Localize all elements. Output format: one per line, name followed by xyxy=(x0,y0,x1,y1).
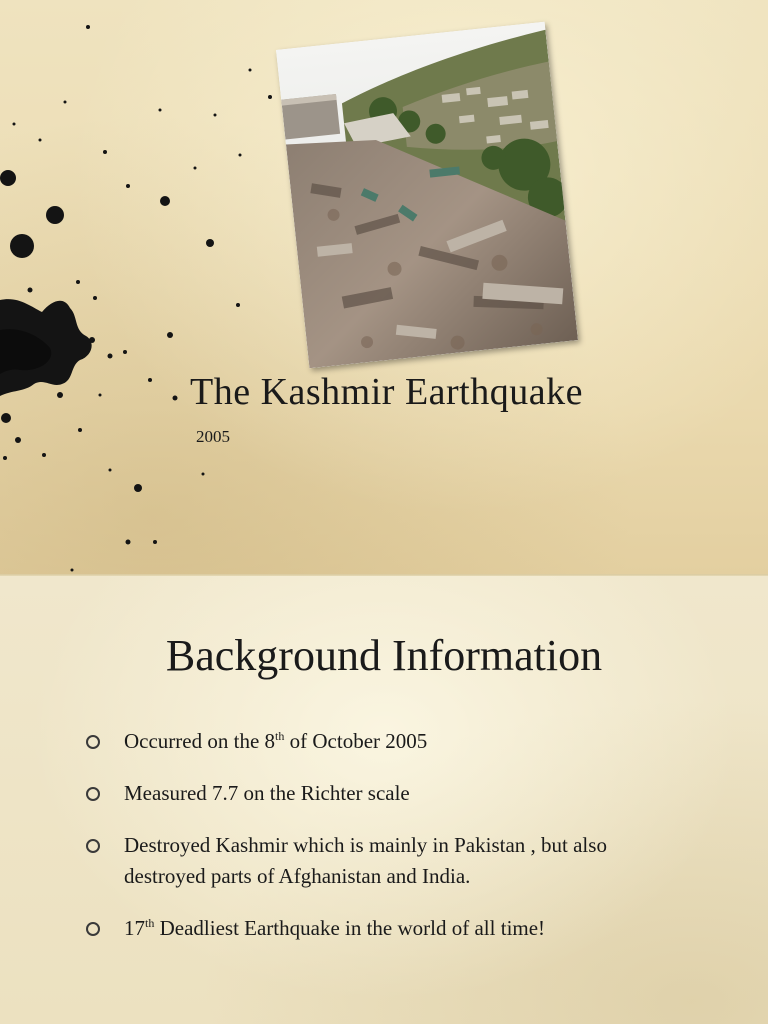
list-item xyxy=(86,830,686,892)
bullet-list xyxy=(86,726,686,965)
slide-title: The Kashmir Earthquake xyxy=(190,371,583,413)
earthquake-rubble-photo xyxy=(276,22,578,368)
slide-subtitle-year: 2005 xyxy=(196,427,230,446)
ink-splatter-decoration xyxy=(0,0,300,576)
list-item xyxy=(86,726,686,757)
ordinal-suffix: th xyxy=(145,916,155,930)
bullet-text-suffix: of October 2005 xyxy=(284,729,428,753)
hollow-circle-bullet-icon xyxy=(86,735,100,749)
background-information-slide xyxy=(0,576,768,1024)
bullet-text-prefix: 17 xyxy=(124,916,145,940)
hollow-circle-bullet-icon xyxy=(86,922,100,936)
list-item xyxy=(86,913,686,944)
bullet-text: Destroyed Kashmir which is mainly in Pakistan , but also destroyed parts of Afghanistan and India. xyxy=(124,833,607,888)
bullet-text: Measured 7.7 on the Richter scale xyxy=(124,781,410,805)
slide-heading: Background Information xyxy=(165,631,603,680)
hollow-circle-bullet-icon xyxy=(86,787,100,801)
bullet-text-prefix: Occurred on the 8 xyxy=(124,729,276,753)
ordinal-suffix: th xyxy=(275,729,285,743)
list-item xyxy=(86,778,686,809)
bullet-text-suffix: Deadliest Earthquake in the world of all time! xyxy=(154,916,546,940)
hollow-circle-bullet-icon xyxy=(86,839,100,853)
